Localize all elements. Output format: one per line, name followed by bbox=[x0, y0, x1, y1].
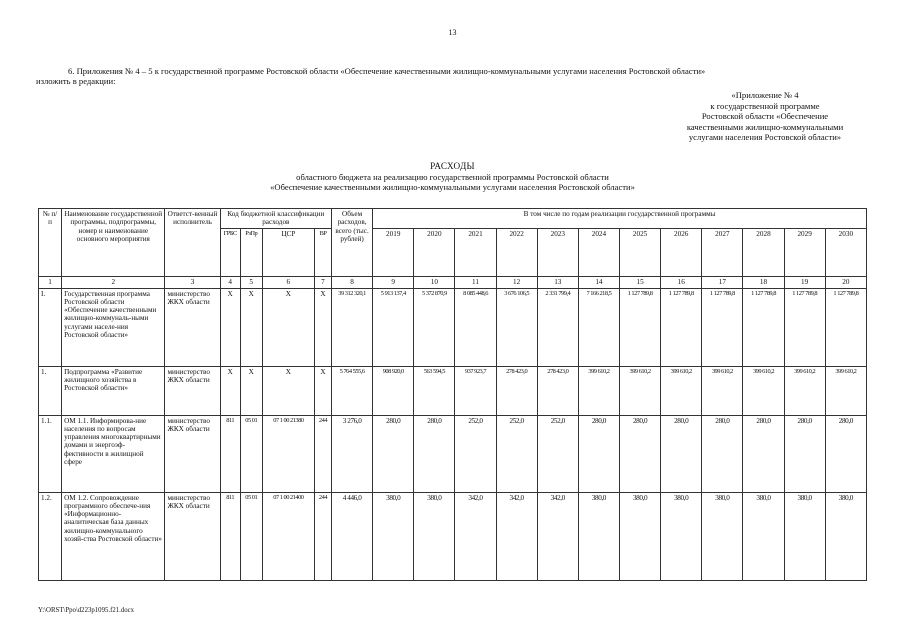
row-value: 399 610,2 bbox=[784, 366, 825, 415]
header-no: № п/п bbox=[39, 209, 62, 277]
header-year: 2026 bbox=[661, 228, 702, 276]
row-value: 908 920,0 bbox=[373, 366, 414, 415]
row-value: 380,0 bbox=[743, 492, 784, 580]
intro-paragraph bbox=[36, 66, 866, 86]
appendix-line: к государственной программе bbox=[710, 100, 820, 111]
row-name: Государственная программа Ростовской области «Обеспечение качественными жилищно-коммуналь-ными услугами населе-ния Ростовской области» bbox=[62, 288, 165, 366]
row-value: 280,0 bbox=[620, 415, 661, 492]
column-index: 18 bbox=[743, 276, 784, 288]
column-index: 2 bbox=[62, 276, 165, 288]
column-index: 5 bbox=[240, 276, 262, 288]
row-value: 380,0 bbox=[825, 492, 866, 580]
row-value: 399 610,2 bbox=[702, 366, 743, 415]
row-value: 1 127 789,8 bbox=[661, 288, 702, 366]
intro-line-2: изложить в редакции: bbox=[36, 76, 116, 86]
row-value: 342,0 bbox=[496, 492, 537, 580]
row-value: 280,0 bbox=[414, 415, 455, 492]
row-total: 39 312 320,1 bbox=[332, 288, 373, 366]
row-value: 252,0 bbox=[537, 415, 578, 492]
column-index: 20 bbox=[825, 276, 866, 288]
row-value: 280,0 bbox=[661, 415, 702, 492]
header-rzpr: РзПр bbox=[240, 228, 262, 276]
row-value: 280,0 bbox=[578, 415, 619, 492]
header-year: 2027 bbox=[702, 228, 743, 276]
header-vr: ВР bbox=[314, 228, 331, 276]
header-year: 2030 bbox=[825, 228, 866, 276]
row-value: 278 423,0 bbox=[496, 366, 537, 415]
table-row bbox=[39, 492, 867, 580]
column-index: 4 bbox=[220, 276, 240, 288]
row-value: 5 913 137,4 bbox=[373, 288, 414, 366]
heading-subtitle-program: «Обеспечение качественными жилищно-коммунальными услугами населения Ростовской области» bbox=[270, 182, 635, 193]
header-year: 2025 bbox=[620, 228, 661, 276]
row-total: 5 764 555,6 bbox=[332, 366, 373, 415]
page-number: 13 bbox=[448, 28, 457, 37]
row-rzpr: X bbox=[240, 366, 262, 415]
column-index-row bbox=[39, 276, 867, 288]
row-value: 380,0 bbox=[661, 492, 702, 580]
header-year: 2029 bbox=[784, 228, 825, 276]
row-number: 1.2. bbox=[39, 492, 62, 580]
row-csr: 07 1 00 21380 bbox=[262, 415, 314, 492]
header-year: 2022 bbox=[496, 228, 537, 276]
row-value: 3 676 106,5 bbox=[496, 288, 537, 366]
column-index: 12 bbox=[496, 276, 537, 288]
row-value: 1 127 789,8 bbox=[825, 288, 866, 366]
row-value: 5 372 870,9 bbox=[414, 288, 455, 366]
row-value: 399 610,2 bbox=[743, 366, 784, 415]
row-value: 1 127 789,8 bbox=[743, 288, 784, 366]
row-executor: министерство ЖКХ области bbox=[165, 366, 220, 415]
row-value: 278 423,0 bbox=[537, 366, 578, 415]
row-vr: X bbox=[314, 366, 331, 415]
header-total: Объем расходов, всего (тыс. рублей) bbox=[332, 209, 373, 277]
row-number: I. bbox=[39, 288, 62, 366]
header-year: 2023 bbox=[537, 228, 578, 276]
header-year: 2021 bbox=[455, 228, 496, 276]
row-grbs: X bbox=[220, 366, 240, 415]
row-value: 399 610,2 bbox=[620, 366, 661, 415]
row-name: ОМ 1.1. Информирова-ние населения по вопросам управления многоквартирными домами и энергоэф-фективности в жилищной сфере bbox=[62, 415, 165, 492]
row-executor: министерство ЖКХ области bbox=[165, 288, 220, 366]
table-row bbox=[39, 288, 867, 366]
column-index: 15 bbox=[620, 276, 661, 288]
row-number: 1.1. bbox=[39, 415, 62, 492]
document-heading bbox=[0, 161, 905, 193]
row-rzpr: 05 01 bbox=[240, 492, 262, 580]
appendix-line: услугами населения Ростовской области» bbox=[688, 132, 842, 143]
row-value: 280,0 bbox=[373, 415, 414, 492]
row-vr: X bbox=[314, 288, 331, 366]
row-value: 2 331 799,4 bbox=[537, 288, 578, 366]
column-index: 6 bbox=[262, 276, 314, 288]
row-csr: X bbox=[262, 288, 314, 366]
appendix-line: «Приложение № 4 bbox=[731, 90, 799, 100]
header-years-group: В том числе по годам реализации государственной программы bbox=[373, 209, 867, 229]
row-vr: 244 bbox=[314, 415, 331, 492]
column-index: 11 bbox=[455, 276, 496, 288]
heading-title: РАСХОДЫ bbox=[430, 161, 475, 171]
row-value: 399 610,2 bbox=[578, 366, 619, 415]
row-grbs: 811 bbox=[220, 415, 240, 492]
appendix-line: Ростовской области «Обеспечение bbox=[701, 111, 829, 122]
row-rzpr: 05 01 bbox=[240, 415, 262, 492]
row-csr: 07 1 00 21400 bbox=[262, 492, 314, 580]
column-index: 1 bbox=[39, 276, 62, 288]
column-index: 9 bbox=[373, 276, 414, 288]
row-value: 399 610,2 bbox=[825, 366, 866, 415]
row-value: 252,0 bbox=[496, 415, 537, 492]
row-value: 7 166 218,5 bbox=[578, 288, 619, 366]
header-year: 2028 bbox=[743, 228, 784, 276]
column-index: 16 bbox=[661, 276, 702, 288]
row-value: 280,0 bbox=[702, 415, 743, 492]
row-grbs: X bbox=[220, 288, 240, 366]
row-total: 3 276,0 bbox=[332, 415, 373, 492]
file-path-footer: Y:\ORST\Ppo\d223p1095.f21.docx bbox=[38, 607, 135, 614]
row-value: 380,0 bbox=[578, 492, 619, 580]
row-value: 1 127 789,8 bbox=[620, 288, 661, 366]
row-name: ОМ 1.2. Сопровождение программного обеспече-ния «Информационно-аналитическая база данных жилищно-коммунального хозяй-ства Ростовской области» bbox=[62, 492, 165, 580]
expenses-table bbox=[38, 208, 867, 581]
row-value: 8 085 448,6 bbox=[455, 288, 496, 366]
row-vr: 244 bbox=[314, 492, 331, 580]
row-total: 4 446,0 bbox=[332, 492, 373, 580]
header-budget-code: Код бюджетной классификации расходов bbox=[220, 209, 331, 229]
row-value: 342,0 bbox=[455, 492, 496, 580]
table-row bbox=[39, 366, 867, 415]
row-value: 563 594,5 bbox=[414, 366, 455, 415]
row-value: 1 127 789,8 bbox=[784, 288, 825, 366]
row-value: 937 923,7 bbox=[455, 366, 496, 415]
header-grbs: ГРБС bbox=[220, 228, 240, 276]
row-name: Подпрограмма «Развитие жилищного хозяйства в Ростовской области» bbox=[62, 366, 165, 415]
header-year: 2024 bbox=[578, 228, 619, 276]
column-index: 13 bbox=[537, 276, 578, 288]
heading-subtitle: областного бюджета на реализацию государственной программы Ростовской области bbox=[296, 171, 609, 182]
column-index: 3 bbox=[165, 276, 220, 288]
row-number: 1. bbox=[39, 366, 62, 415]
row-value: 280,0 bbox=[784, 415, 825, 492]
column-index: 19 bbox=[784, 276, 825, 288]
column-index: 10 bbox=[414, 276, 455, 288]
row-value: 280,0 bbox=[825, 415, 866, 492]
row-value: 280,0 bbox=[743, 415, 784, 492]
intro-line-1: 6. Приложения № 4 – 5 к государственной программе Ростовской области «Обеспечение качественными жилищно-коммунальными услугами населения Ростовской области» bbox=[68, 66, 706, 76]
row-csr: X bbox=[262, 366, 314, 415]
column-index: 7 bbox=[314, 276, 331, 288]
row-executor: министерство ЖКХ области bbox=[165, 415, 220, 492]
row-executor: министерство ЖКХ области bbox=[165, 492, 220, 580]
column-index: 14 bbox=[578, 276, 619, 288]
row-value: 380,0 bbox=[702, 492, 743, 580]
row-value: 399 610,2 bbox=[661, 366, 702, 415]
row-value: 342,0 bbox=[537, 492, 578, 580]
appendix-header bbox=[665, 90, 865, 143]
row-value: 380,0 bbox=[784, 492, 825, 580]
row-value: 380,0 bbox=[620, 492, 661, 580]
header-year: 2019 bbox=[373, 228, 414, 276]
row-grbs: 811 bbox=[220, 492, 240, 580]
column-index: 17 bbox=[702, 276, 743, 288]
row-value: 380,0 bbox=[414, 492, 455, 580]
table-row bbox=[39, 415, 867, 492]
row-rzpr: X bbox=[240, 288, 262, 366]
row-value: 380,0 bbox=[373, 492, 414, 580]
column-index: 8 bbox=[332, 276, 373, 288]
appendix-line: качественными жилищно-коммунальными bbox=[686, 121, 844, 132]
row-value: 252,0 bbox=[455, 415, 496, 492]
header-year: 2020 bbox=[414, 228, 455, 276]
row-value: 1 127 789,8 bbox=[702, 288, 743, 366]
header-csr: ЦСР bbox=[262, 228, 314, 276]
header-name: Наименование государственной программы, подпрограммы, номер и наименование основного мероприятия bbox=[62, 209, 165, 277]
header-executor: Ответст-венный исполнитель bbox=[165, 209, 220, 277]
